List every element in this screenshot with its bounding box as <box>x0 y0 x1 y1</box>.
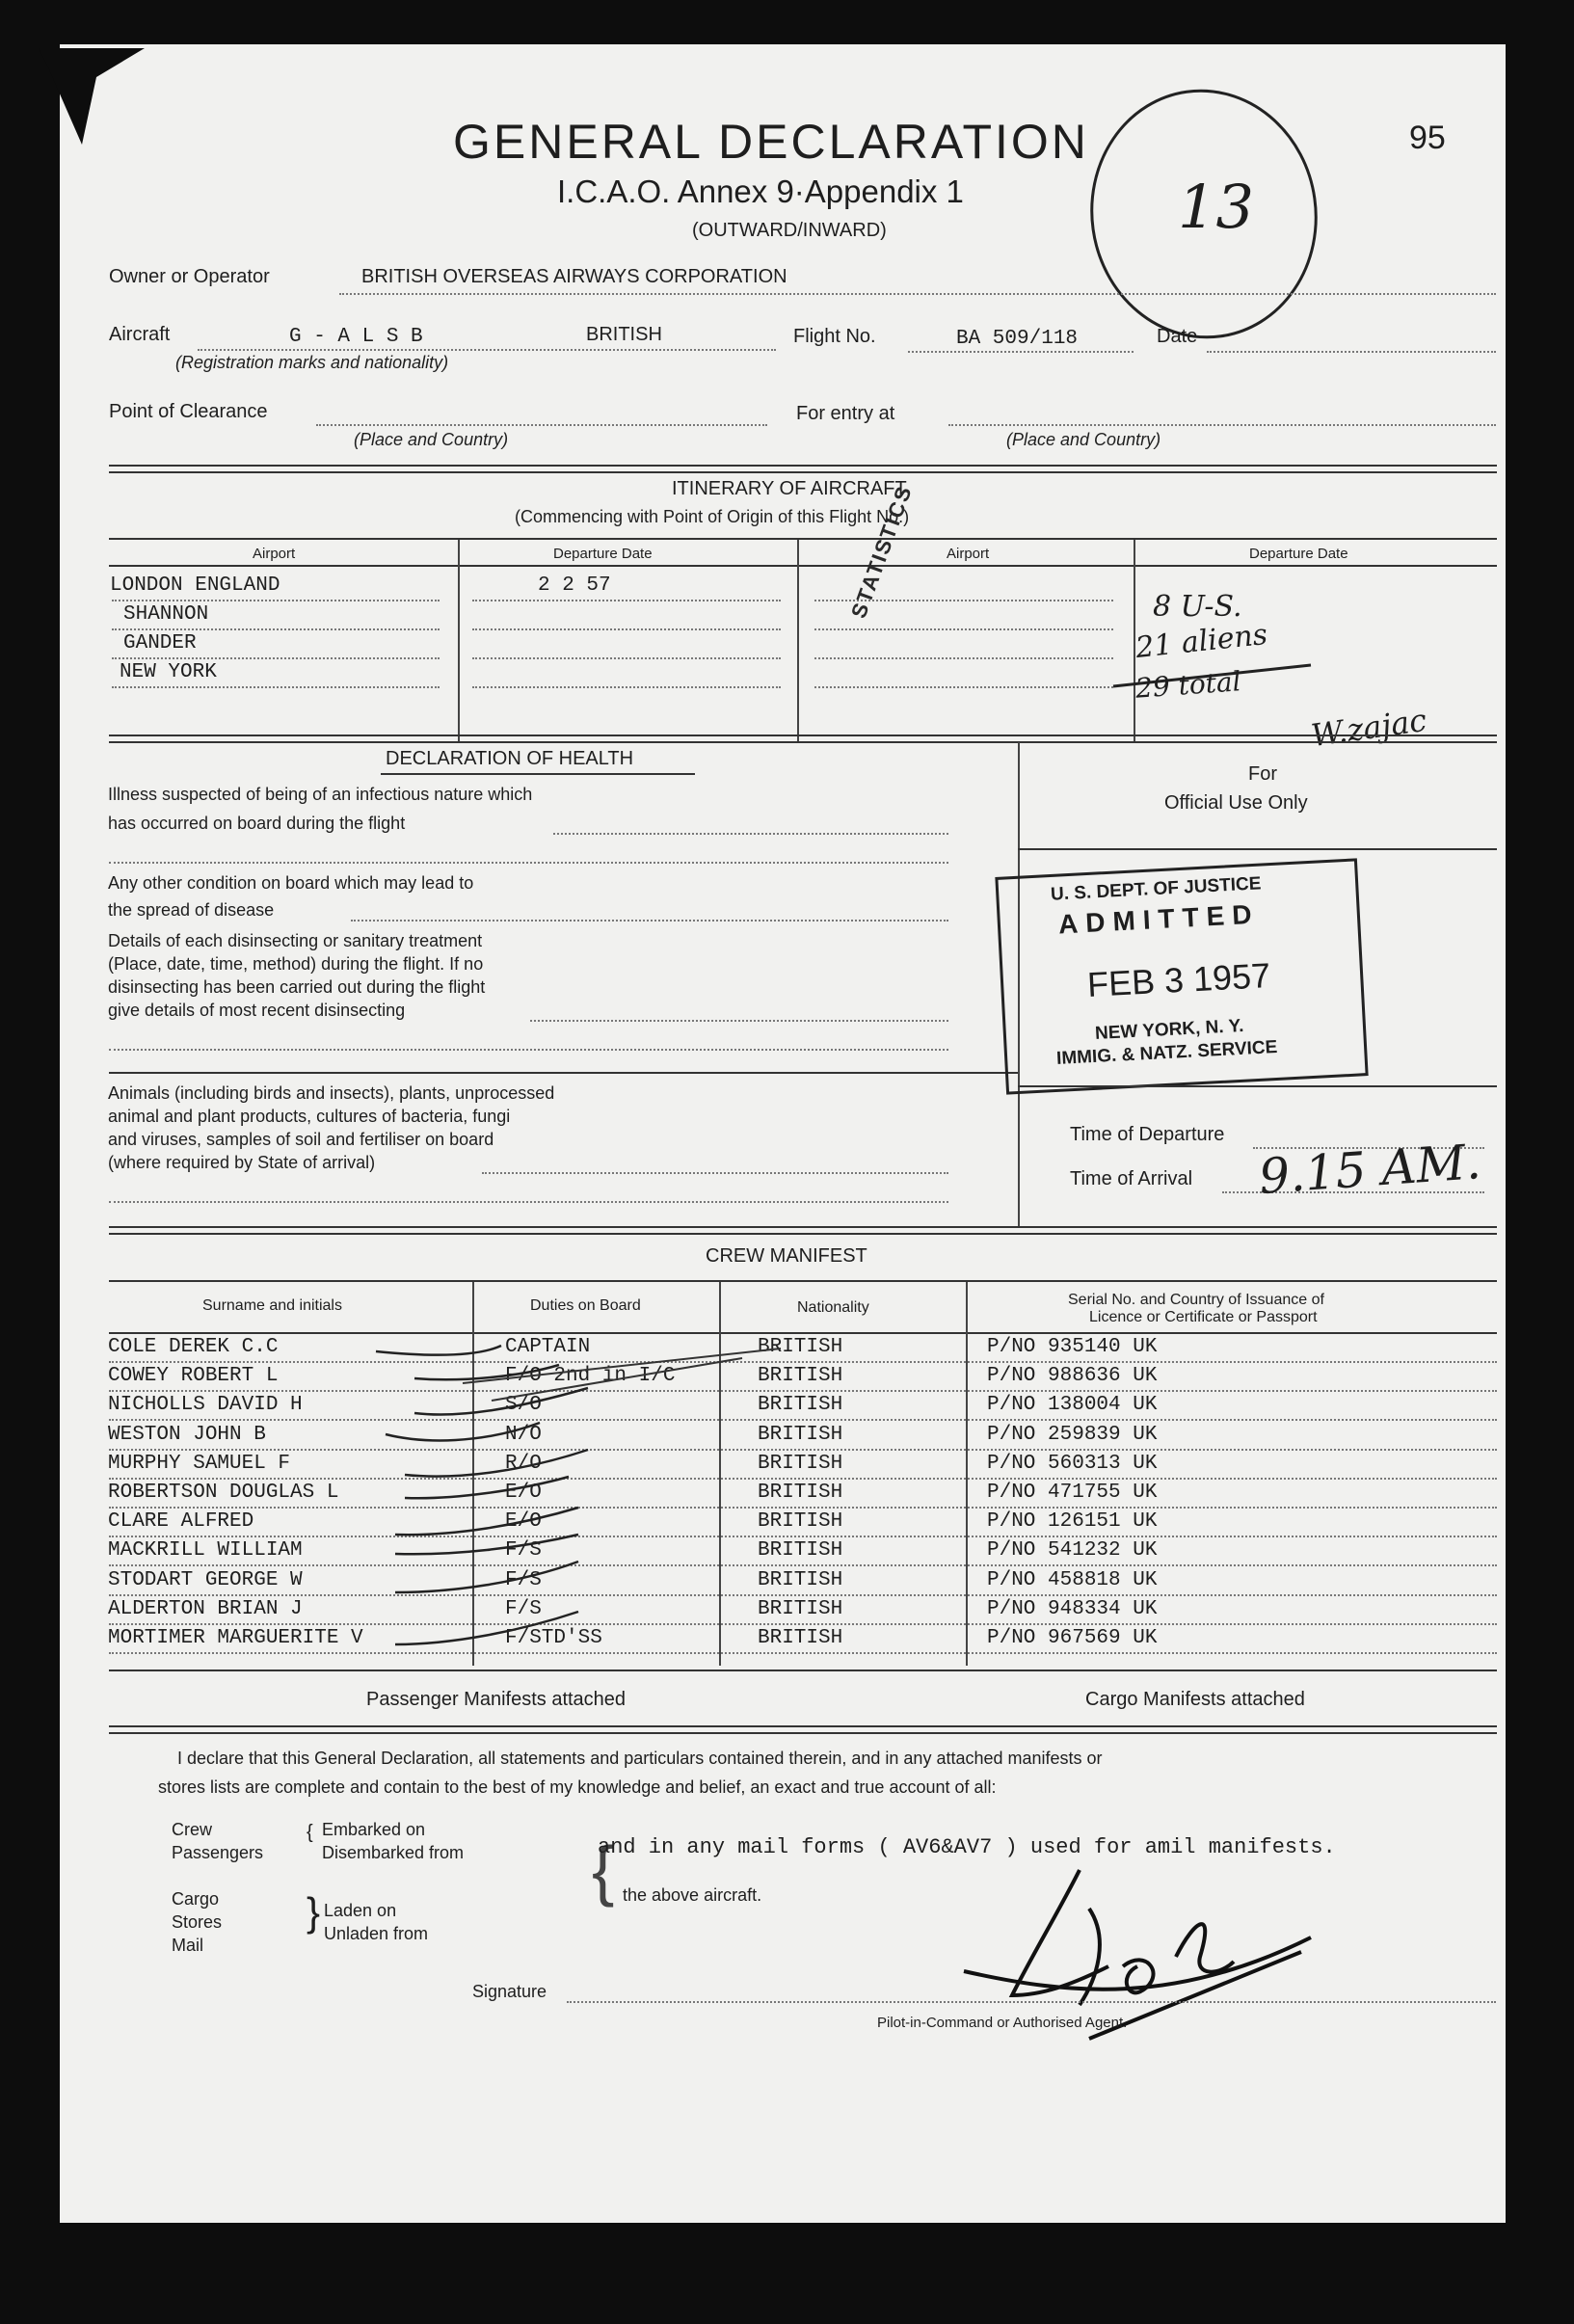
unladen-word: Unladen from <box>324 1924 429 1943</box>
table-row <box>0 1598 1574 1625</box>
crew-name: COWEY ROBERT L <box>108 1365 279 1387</box>
declaration-line-1: I declare that this General Declaration, all statements and particulars contained therein, and in any attached manifests or <box>177 1749 1103 1768</box>
health-animals-line-3: and viruses, samples of soil and fertiliser on board <box>108 1130 494 1149</box>
table-row <box>0 1453 1574 1480</box>
crew-header-name: Surname and initials <box>202 1297 342 1314</box>
passengers-word: Passengers <box>172 1843 264 1862</box>
itinerary-airport-3: GANDER <box>123 632 197 654</box>
itinerary-header-date-2: Departure Date <box>1249 546 1348 562</box>
health-title: DECLARATION OF HEALTH <box>386 748 634 769</box>
direction-label: (OUTWARD/INWARD) <box>692 220 887 241</box>
health-disinsect-line-4: give details of most recent disinsecting <box>108 1001 406 1020</box>
crew-nationality: BRITISH <box>758 1569 843 1591</box>
crew-title: CREW MANIFEST <box>706 1245 867 1267</box>
torn-corner-mark <box>39 48 145 154</box>
aircraft-label: Aircraft <box>109 324 171 345</box>
crew-name: STODART GEORGE W <box>108 1569 303 1591</box>
stamp-dept: U. S. DEPT. OF JUSTICE <box>1050 873 1262 905</box>
brace-1: { <box>307 1822 313 1843</box>
crew-nationality: BRITISH <box>758 1336 843 1358</box>
flight-label: Flight No. <box>793 326 876 347</box>
crew-duty: S/O <box>505 1394 542 1416</box>
entry-label: For entry at <box>796 403 895 424</box>
clearance-label: Point of Clearance <box>109 401 268 422</box>
crew-serial: P/NO 560313 UK <box>987 1453 1158 1475</box>
crew-nationality: BRITISH <box>758 1394 843 1416</box>
health-animals-line-1: Animals (including birds and insects), plants, unprocessed <box>108 1083 555 1103</box>
crew-nationality: BRITISH <box>758 1424 843 1446</box>
table-row <box>0 1510 1574 1537</box>
above-aircraft: the above aircraft. <box>623 1885 762 1905</box>
stamp-location: NEW YORK, N. Y. <box>1094 1015 1244 1045</box>
owner-label: Owner or Operator <box>109 266 270 287</box>
count-aliens-note: 21 aliens <box>1134 617 1269 666</box>
itinerary-airport-1: LONDON ENGLAND <box>110 574 280 597</box>
passenger-manifests-label: Passenger Manifests attached <box>366 1689 627 1710</box>
circled-number: 13 <box>1178 172 1254 242</box>
crew-duty: F/S <box>505 1539 542 1562</box>
crew-header-nationality: Nationality <box>797 1299 869 1316</box>
crew-header-licence: Licence or Certificate or Passport <box>1089 1309 1318 1325</box>
stamp-admitted: ADMITTED <box>1057 898 1261 940</box>
official-label-use: Official Use Only <box>1164 792 1308 814</box>
crew-serial: P/NO 541232 UK <box>987 1539 1158 1562</box>
brace-2: } <box>307 1889 321 1935</box>
crew-serial: P/NO 967569 UK <box>987 1627 1158 1649</box>
statistics-stamp: STATISTICS <box>846 481 918 622</box>
disembarked-word: Disembarked from <box>322 1843 465 1862</box>
official-label-for: For <box>1248 763 1277 785</box>
crew-name: CLARE ALFRED <box>108 1510 254 1533</box>
table-row <box>0 1627 1574 1654</box>
crew-name: COLE DEREK C.C <box>108 1336 279 1358</box>
typed-addition: and in any mail forms ( AV6&AV7 ) used for amil manifests. <box>598 1835 1336 1859</box>
crew-duty: R/O <box>505 1453 542 1475</box>
table-row <box>0 1539 1574 1566</box>
mail-word: Mail <box>172 1936 204 1955</box>
crew-nationality: BRITISH <box>758 1539 843 1562</box>
crew-nationality: BRITISH <box>758 1627 843 1649</box>
crew-word: Crew <box>172 1820 213 1839</box>
crew-duty: F/O 2nd in I/C <box>505 1365 676 1387</box>
crew-name: ALDERTON BRIAN J <box>108 1598 303 1620</box>
crew-duty: E/O <box>505 1482 542 1504</box>
crew-nationality: BRITISH <box>758 1510 843 1533</box>
stamp-service: IMMIG. & NATZ. SERVICE <box>1055 1037 1278 1069</box>
crew-duty: F/STD'SS <box>505 1627 602 1649</box>
stores-word: Stores <box>172 1912 223 1932</box>
itinerary-airport-2: SHANNON <box>123 603 209 626</box>
health-other-line-2: the spread of disease <box>108 900 275 920</box>
count-us-note: 8 U-S. <box>1153 590 1242 624</box>
health-illness-line-1: Illness suspected of being of an infectious nature which <box>108 785 533 804</box>
crew-nationality: BRITISH <box>758 1453 843 1475</box>
crew-serial: P/NO 259839 UK <box>987 1424 1158 1446</box>
itinerary-departure-date: 2 2 57 <box>538 574 611 597</box>
crew-serial: P/NO 126151 UK <box>987 1510 1158 1533</box>
crew-name: ROBERTSON DOUGLAS L <box>108 1482 339 1504</box>
table-row <box>0 1424 1574 1451</box>
itinerary-header-airport-2: Airport <box>947 546 990 562</box>
crew-name: WESTON JOHN B <box>108 1424 266 1446</box>
crew-duty: F/S <box>505 1569 542 1591</box>
flight-value: BA 509/118 <box>956 328 1079 350</box>
arrival-time-label: Time of Arrival <box>1070 1168 1193 1189</box>
arrival-time-value: 9.15 AM. <box>1257 1134 1483 1205</box>
crew-nationality: BRITISH <box>758 1482 843 1504</box>
crew-serial: P/NO 935140 UK <box>987 1336 1158 1358</box>
crew-name: MORTIMER MARGUERITE V <box>108 1627 363 1649</box>
table-row <box>0 1569 1574 1596</box>
crew-nationality: BRITISH <box>758 1598 843 1620</box>
health-disinsect-line-3: disinsecting has been carried out during the flight <box>108 977 486 997</box>
page-number: 95 <box>1409 120 1446 156</box>
crew-header-duty: Duties on Board <box>530 1297 641 1314</box>
health-animals-line-4: (where required by State of arrival) <box>108 1153 376 1172</box>
entry-caption: (Place and Country) <box>1006 430 1161 449</box>
signature-label: Signature <box>472 1982 547 2001</box>
aircraft-value: G - A L S B <box>289 326 423 348</box>
itinerary-subtitle: (Commencing with Point of Origin of this Flight No.) <box>515 507 910 526</box>
inspector-initials: W.zajac <box>1308 701 1429 755</box>
itinerary-airport-4: NEW YORK <box>120 661 217 683</box>
health-illness-line-2: has occurred on board during the flight <box>108 814 406 833</box>
crew-duty: CAPTAIN <box>505 1336 591 1358</box>
crew-serial: P/NO 988636 UK <box>987 1365 1158 1387</box>
crew-name: NICHOLLS DAVID H <box>108 1394 303 1416</box>
owner-value: BRITISH OVERSEAS AIRWAYS CORPORATION <box>361 266 787 287</box>
crew-serial: P/NO 948334 UK <box>987 1598 1158 1620</box>
departure-time-label: Time of Departure <box>1070 1124 1225 1145</box>
embarked-word: Embarked on <box>322 1820 426 1839</box>
cargo-word: Cargo <box>172 1889 220 1909</box>
aircraft-nationality: BRITISH <box>586 324 662 345</box>
crew-header-serial: Serial No. and Country of Issuance of <box>1068 1292 1324 1308</box>
crew-duty: E/O <box>505 1510 542 1533</box>
crew-serial: P/NO 471755 UK <box>987 1482 1158 1504</box>
health-disinsect-line-2: (Place, date, time, method) during the flight. If no <box>108 954 484 974</box>
crew-serial: P/NO 458818 UK <box>987 1569 1158 1591</box>
declaration-line-2: stores lists are complete and contain to the best of my knowledge and belief, an exact and true account of all: <box>158 1777 997 1797</box>
crew-duty: F/S <box>505 1598 542 1620</box>
crew-strike-lines <box>453 1345 800 1402</box>
health-animals-line-2: animal and plant products, cultures of bacteria, fungi <box>108 1107 511 1126</box>
cargo-manifests-label: Cargo Manifests attached <box>1085 1689 1305 1710</box>
signer-caption: Pilot-in-Command or Authorised Agent. <box>877 2015 1128 2031</box>
health-disinsect-line-1: Details of each disinsecting or sanitary treatment <box>108 931 483 950</box>
crew-serial: P/NO 138004 UK <box>987 1394 1158 1416</box>
itinerary-header-date-1: Departure Date <box>553 546 653 562</box>
crew-duty: N/O <box>505 1424 542 1446</box>
crew-name: MACKRILL WILLIAM <box>108 1539 303 1562</box>
stamp-date: FEB 3 1957 <box>1086 955 1272 1004</box>
brace-3: { <box>592 1832 615 1908</box>
laden-word: Laden on <box>324 1901 397 1920</box>
count-total-note: 29 total <box>1134 665 1242 705</box>
clearance-caption: (Place and Country) <box>354 430 509 449</box>
form-title: GENERAL DECLARATION <box>453 115 1089 169</box>
itinerary-header-airport-1: Airport <box>253 546 296 562</box>
form-subtitle: I.C.A.O. Annex 9·Appendix 1 <box>557 174 964 209</box>
crew-name: MURPHY SAMUEL F <box>108 1453 291 1475</box>
crew-nationality: BRITISH <box>758 1365 843 1387</box>
date-label: Date <box>1157 326 1198 347</box>
itinerary-title: ITINERARY OF AIRCRAFT <box>672 478 907 499</box>
health-other-line-1: Any other condition on board which may lead to <box>108 873 474 893</box>
registration-caption: (Registration marks and nationality) <box>175 353 449 372</box>
table-row <box>0 1482 1574 1509</box>
